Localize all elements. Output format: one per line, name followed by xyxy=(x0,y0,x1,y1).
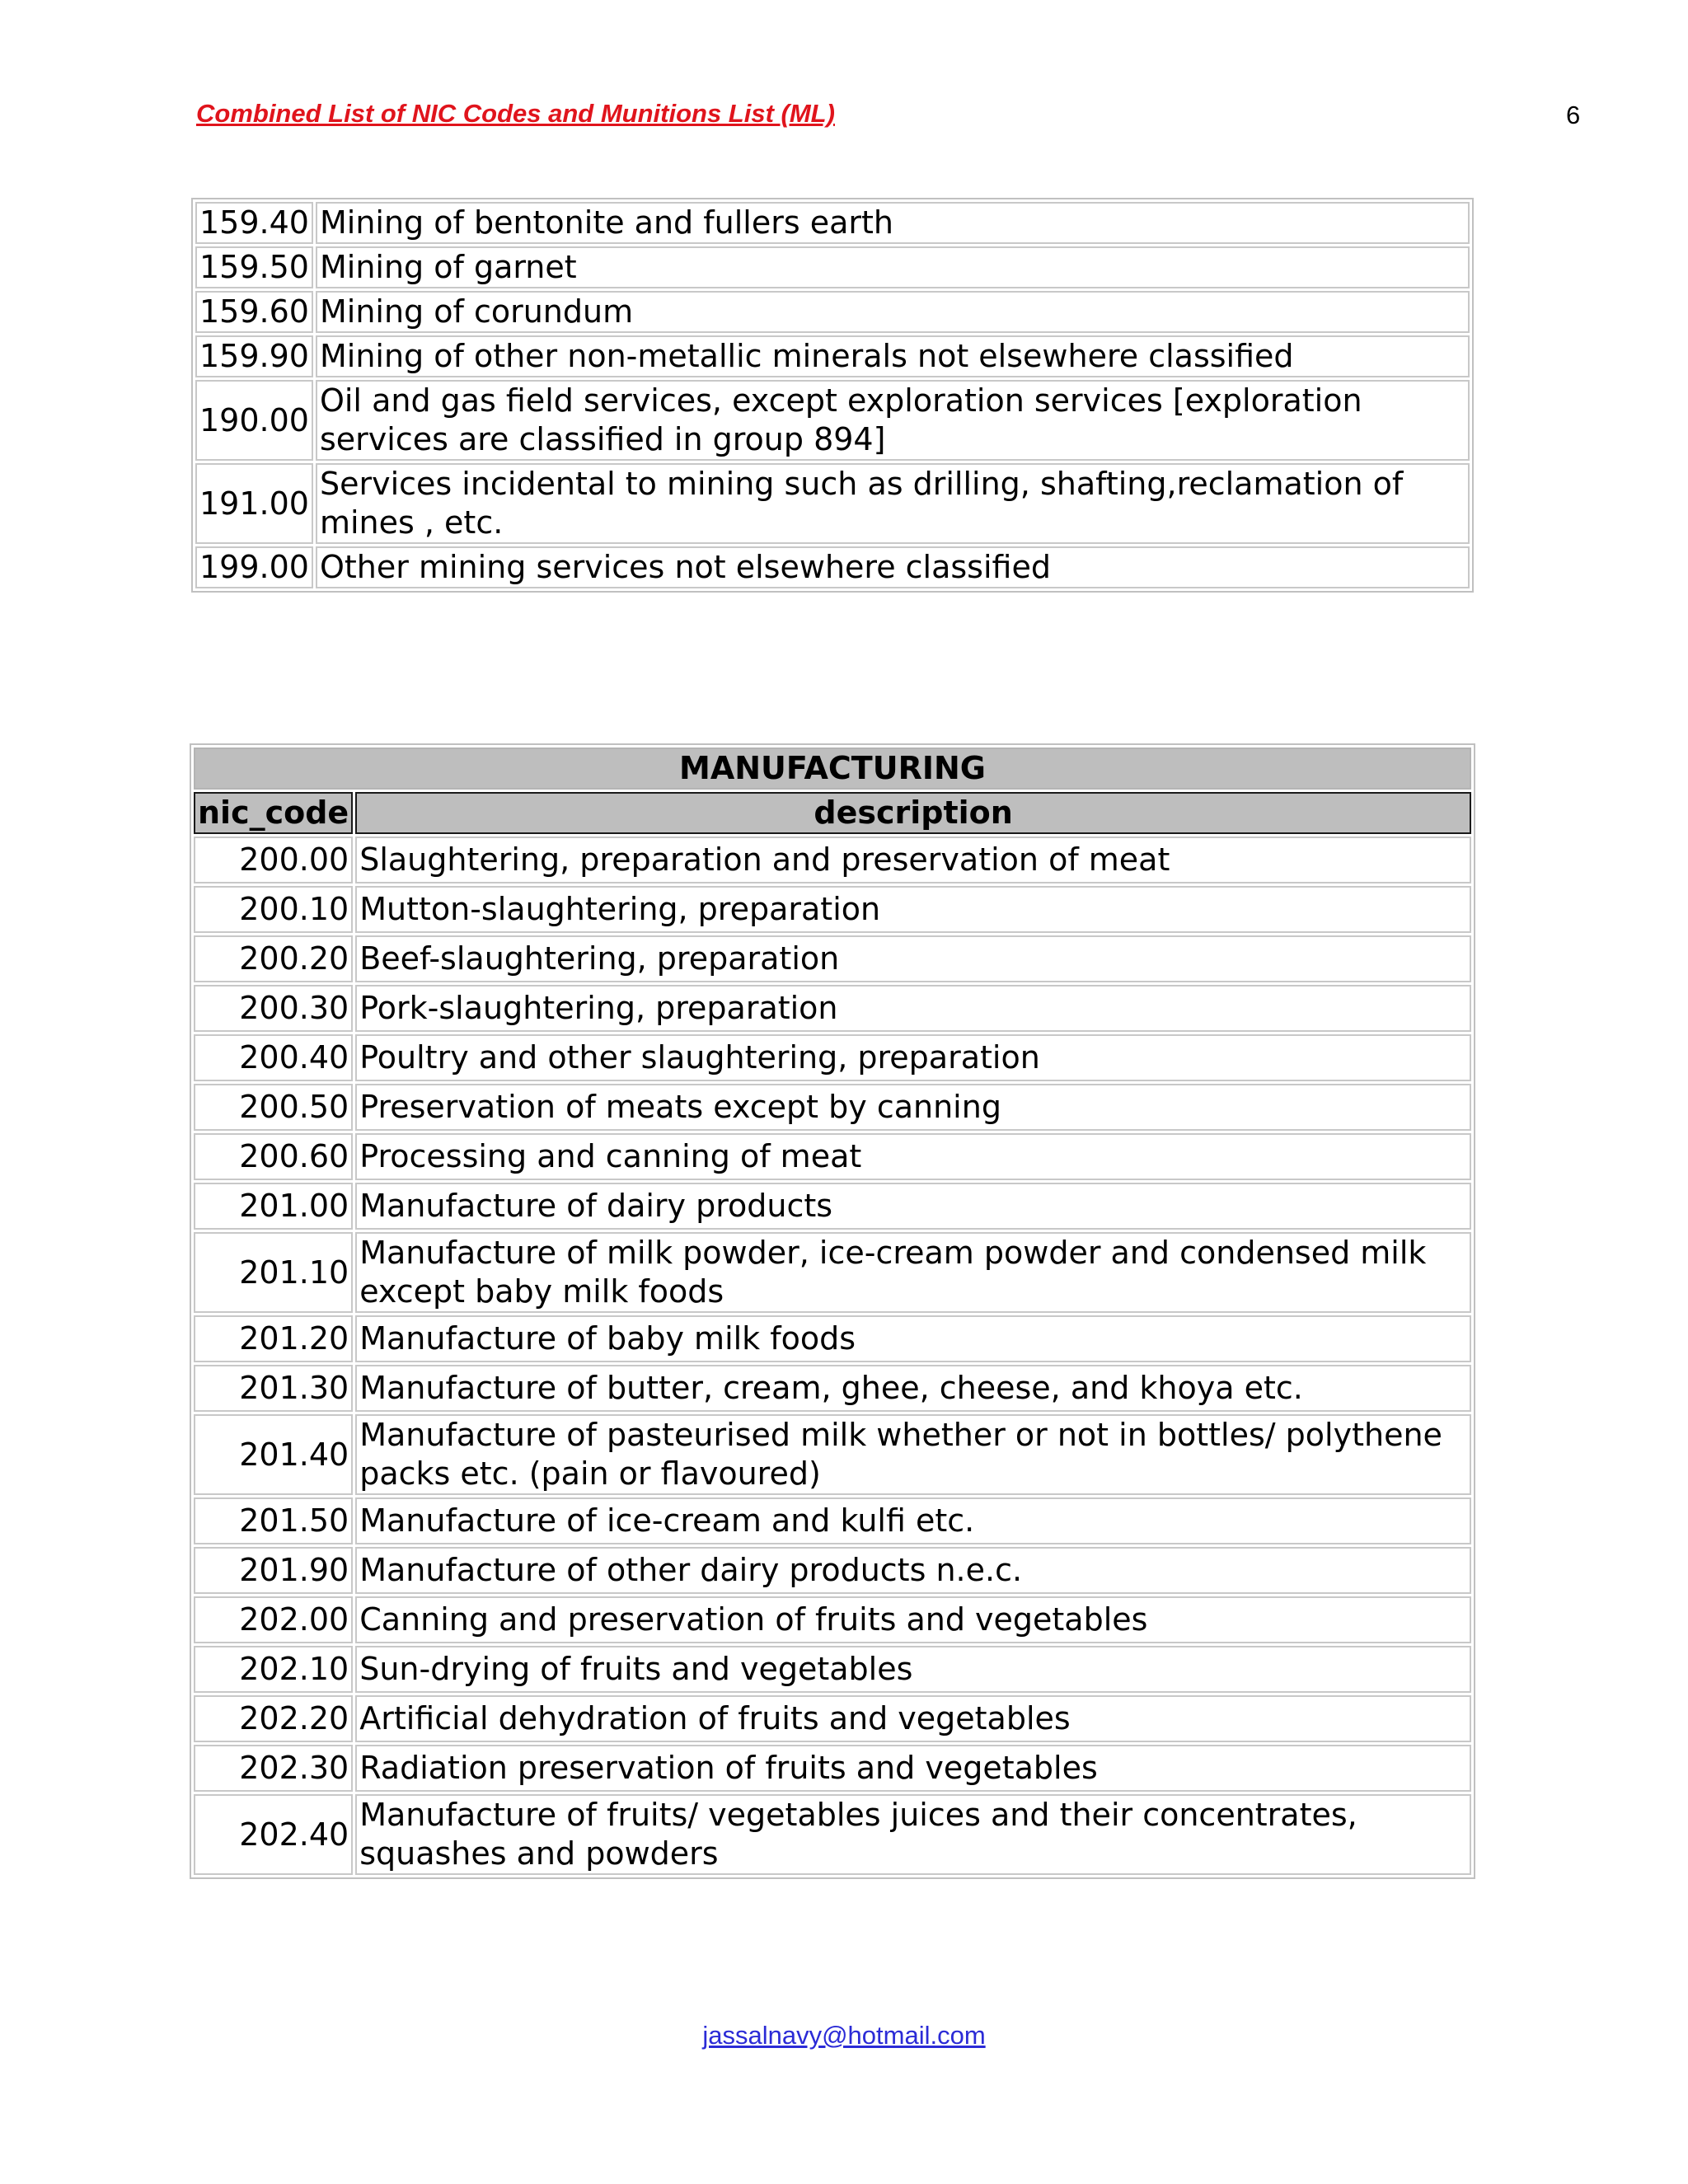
description-cell: Other mining services not elsewhere classified xyxy=(316,546,1470,588)
manufacturing-table xyxy=(190,743,1475,1879)
nic-code-cell: 200.00 xyxy=(194,837,353,883)
nic-code-cell: 202.30 xyxy=(194,1745,353,1792)
table-row xyxy=(194,985,1471,1032)
table-row xyxy=(194,886,1471,933)
nic-code-cell: 202.20 xyxy=(194,1695,353,1742)
description-cell: Artificial dehydration of fruits and vegetables xyxy=(355,1695,1471,1742)
footer xyxy=(0,2021,1688,2050)
column-header-code: nic_code xyxy=(194,792,353,834)
nic-code-cell: 199.00 xyxy=(195,546,313,588)
column-header-description: description xyxy=(355,792,1471,834)
description-cell: Preservation of meats except by canning xyxy=(355,1084,1471,1131)
table-row xyxy=(194,1745,1471,1792)
table-row xyxy=(195,202,1470,244)
description-cell: Manufacture of other dairy products n.e.c. xyxy=(355,1547,1471,1594)
description-cell: Manufacture of butter, cream, ghee, cheese, and khoya etc. xyxy=(355,1365,1471,1412)
nic-code-cell: 200.60 xyxy=(194,1133,353,1180)
nic-code-cell: 200.10 xyxy=(194,886,353,933)
table-row xyxy=(194,1596,1471,1643)
nic-code-cell: 202.40 xyxy=(194,1794,353,1875)
table-row xyxy=(194,1365,1471,1412)
table-row xyxy=(195,335,1470,377)
manufacturing-table-body xyxy=(194,837,1471,1875)
description-cell: Mining of garnet xyxy=(316,246,1470,288)
table-row xyxy=(195,463,1470,544)
description-cell: Manufacture of baby milk foods xyxy=(355,1315,1471,1362)
description-cell: Radiation preservation of fruits and vegetables xyxy=(355,1745,1471,1792)
page-number: 6 xyxy=(1566,101,1581,129)
table-row xyxy=(194,1794,1471,1875)
description-cell: Slaughtering, preparation and preservation of meat xyxy=(355,837,1471,883)
table-row xyxy=(194,1315,1471,1362)
section-title: MANUFACTURING xyxy=(194,748,1471,790)
table-row xyxy=(194,1695,1471,1742)
footer-email-link[interactable]: jassalnavy@hotmail.com xyxy=(702,2021,986,2050)
description-cell: Pork-slaughtering, preparation xyxy=(355,985,1471,1032)
description-cell: Mining of other non-metallic minerals not elsewhere classified xyxy=(316,335,1470,377)
nic-code-cell: 191.00 xyxy=(195,463,313,544)
nic-code-cell: 201.40 xyxy=(194,1414,353,1495)
description-cell: Canning and preservation of fruits and vegetables xyxy=(355,1596,1471,1643)
description-cell: Poultry and other slaughtering, preparation xyxy=(355,1034,1471,1081)
nic-code-cell: 201.50 xyxy=(194,1497,353,1544)
description-cell: Manufacture of ice-cream and kulfi etc. xyxy=(355,1497,1471,1544)
nic-code-cell: 200.30 xyxy=(194,985,353,1032)
description-cell: Manufacture of pasteurised milk whether or not in bottles/ polythene packs etc. (pain or flavoured) xyxy=(355,1414,1471,1495)
nic-code-cell: 201.00 xyxy=(194,1183,353,1230)
column-header-row xyxy=(194,792,1471,834)
table-row xyxy=(195,246,1470,288)
table-row xyxy=(194,1084,1471,1131)
table-row xyxy=(195,546,1470,588)
table-row xyxy=(194,1133,1471,1180)
nic-code-cell: 200.20 xyxy=(194,935,353,982)
nic-code-cell: 201.30 xyxy=(194,1365,353,1412)
table-row xyxy=(194,1547,1471,1594)
manufacturing-table-head xyxy=(194,748,1471,834)
description-cell: Services incidental to mining such as drilling, shafting,reclamation of mines , etc. xyxy=(316,463,1470,544)
description-cell: Manufacture of milk powder, ice-cream powder and condensed milk except baby milk foods xyxy=(355,1232,1471,1313)
table-row xyxy=(194,1497,1471,1544)
table-row xyxy=(195,291,1470,333)
description-cell: Oil and gas field services, except exploration services [exploration services are classified in group 894] xyxy=(316,380,1470,461)
table-row xyxy=(194,837,1471,883)
section-header-row xyxy=(194,748,1471,790)
nic-code-cell: 200.50 xyxy=(194,1084,353,1131)
nic-code-cell: 159.40 xyxy=(195,202,313,244)
mining-table xyxy=(191,198,1474,593)
nic-code-cell: 201.20 xyxy=(194,1315,353,1362)
description-cell: Mutton-slaughtering, preparation xyxy=(355,886,1471,933)
nic-code-cell: 159.90 xyxy=(195,335,313,377)
nic-code-cell: 159.50 xyxy=(195,246,313,288)
table-row xyxy=(194,1646,1471,1693)
nic-code-cell: 159.60 xyxy=(195,291,313,333)
nic-code-cell: 202.10 xyxy=(194,1646,353,1693)
mining-table-body xyxy=(195,202,1470,588)
description-cell: Mining of bentonite and fullers earth xyxy=(316,202,1470,244)
nic-code-cell: 200.40 xyxy=(194,1034,353,1081)
nic-code-cell: 201.90 xyxy=(194,1547,353,1594)
description-cell: Sun-drying of fruits and vegetables xyxy=(355,1646,1471,1693)
table-row xyxy=(195,380,1470,461)
description-cell: Mining of corundum xyxy=(316,291,1470,333)
table-row xyxy=(194,1414,1471,1495)
table-row xyxy=(194,1183,1471,1230)
nic-code-cell: 202.00 xyxy=(194,1596,353,1643)
description-cell: Processing and canning of meat xyxy=(355,1133,1471,1180)
table-row xyxy=(194,935,1471,982)
nic-code-cell: 190.00 xyxy=(195,380,313,461)
document-title: Combined List of NIC Codes and Munitions List (ML) xyxy=(196,99,835,128)
table-row xyxy=(194,1232,1471,1313)
table-row xyxy=(194,1034,1471,1081)
description-cell: Manufacture of fruits/ vegetables juices and their concentrates, squashes and powders xyxy=(355,1794,1471,1875)
description-cell: Manufacture of dairy products xyxy=(355,1183,1471,1230)
description-cell: Beef-slaughtering, preparation xyxy=(355,935,1471,982)
nic-code-cell: 201.10 xyxy=(194,1232,353,1313)
